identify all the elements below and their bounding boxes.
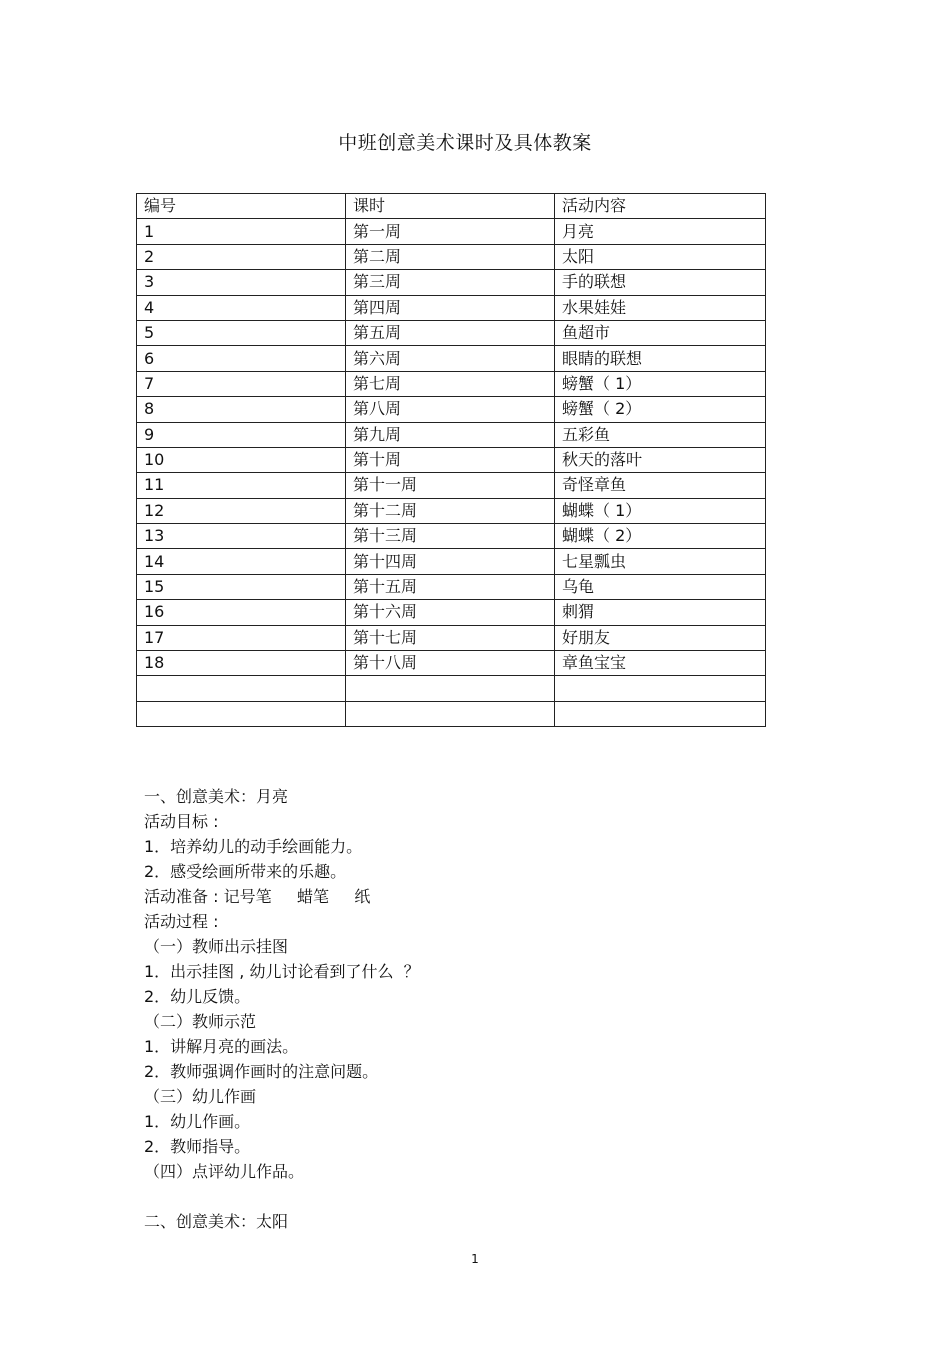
step-title: （三）幼儿作画 bbox=[144, 1087, 257, 1106]
cell-activity: 乌龟 bbox=[555, 574, 766, 599]
cell-week: 第六周 bbox=[346, 346, 555, 371]
cell-week: 第七周 bbox=[346, 371, 555, 396]
cell-activity: 眼睛的联想 bbox=[555, 346, 766, 371]
cell-number: 12 bbox=[137, 498, 346, 523]
step-item: 2．教师强调作画时的注意问题。 bbox=[144, 1062, 379, 1081]
cell-number: 16 bbox=[137, 600, 346, 625]
table-header-row bbox=[137, 194, 766, 219]
schedule-table bbox=[136, 193, 766, 727]
cell-activity: 奇怪章鱼 bbox=[555, 473, 766, 498]
cell-week bbox=[346, 701, 555, 726]
header-week: 课时 bbox=[346, 194, 555, 219]
table-row bbox=[137, 447, 766, 472]
table-row bbox=[137, 574, 766, 599]
step-item: 1．出示挂图 , 幼儿讨论看到了什么 ？ bbox=[144, 962, 420, 981]
cell-number: 8 bbox=[137, 397, 346, 422]
cell-activity: 手的联想 bbox=[555, 270, 766, 295]
cell-number: 11 bbox=[137, 473, 346, 498]
cell-week: 第二周 bbox=[346, 244, 555, 269]
table-row bbox=[137, 422, 766, 447]
cell-week: 第十周 bbox=[346, 447, 555, 472]
cell-activity: 蝴蝶（ 1） bbox=[555, 498, 766, 523]
cell-activity: 好朋友 bbox=[555, 625, 766, 650]
cell-number: 1 bbox=[137, 219, 346, 244]
cell-week: 第十二周 bbox=[346, 498, 555, 523]
cell-number: 2 bbox=[137, 244, 346, 269]
lesson-heading: 二、创意美术：太阳 bbox=[144, 1212, 289, 1231]
cell-week: 第十八周 bbox=[346, 651, 555, 676]
cell-number bbox=[137, 676, 346, 701]
table-row bbox=[137, 219, 766, 244]
table-row bbox=[137, 651, 766, 676]
cell-number: 14 bbox=[137, 549, 346, 574]
cell-activity: 秋天的落叶 bbox=[555, 447, 766, 472]
cell-number bbox=[137, 701, 346, 726]
step-title: （二）教师示范 bbox=[144, 1012, 257, 1031]
cell-week: 第十七周 bbox=[346, 625, 555, 650]
cell-week: 第十三周 bbox=[346, 524, 555, 549]
schedule-table-body bbox=[137, 194, 766, 727]
cell-week: 第一周 bbox=[346, 219, 555, 244]
table-row bbox=[137, 524, 766, 549]
cell-number: 4 bbox=[137, 295, 346, 320]
cell-week: 第八周 bbox=[346, 397, 555, 422]
cell-activity: 七星瓢虫 bbox=[555, 549, 766, 574]
cell-number: 18 bbox=[137, 651, 346, 676]
cell-week: 第五周 bbox=[346, 320, 555, 345]
paragraph-gap bbox=[144, 1184, 844, 1209]
cell-number: 13 bbox=[137, 524, 346, 549]
cell-activity: 蝴蝶（ 2） bbox=[555, 524, 766, 549]
table-row bbox=[137, 295, 766, 320]
step-item: 1．讲解月亮的画法。 bbox=[144, 1037, 299, 1056]
cell-week: 第十四周 bbox=[346, 549, 555, 574]
goal-item: 2．感受绘画所带来的乐趣。 bbox=[144, 862, 347, 881]
goal-item: 1．培养幼儿的动手绘画能力。 bbox=[144, 837, 363, 856]
cell-week: 第九周 bbox=[346, 422, 555, 447]
cell-number: 5 bbox=[137, 320, 346, 345]
step-item: 1．幼儿作画。 bbox=[144, 1112, 251, 1131]
step-item: 2．教师指导。 bbox=[144, 1137, 251, 1156]
cell-activity: 太阳 bbox=[555, 244, 766, 269]
cell-week: 第十五周 bbox=[346, 574, 555, 599]
table-row bbox=[137, 498, 766, 523]
table-row bbox=[137, 549, 766, 574]
step-title: （四）点评幼儿作品。 bbox=[144, 1162, 305, 1181]
table-row bbox=[137, 320, 766, 345]
cell-week: 第三周 bbox=[346, 270, 555, 295]
cell-number: 17 bbox=[137, 625, 346, 650]
goals-label: 活动目标 : bbox=[144, 812, 219, 831]
table-row bbox=[137, 600, 766, 625]
cell-activity: 鱼超市 bbox=[555, 320, 766, 345]
step-title: （一）教师出示挂图 bbox=[144, 937, 289, 956]
cell-activity: 水果娃娃 bbox=[555, 295, 766, 320]
header-number: 编号 bbox=[137, 194, 346, 219]
table-row bbox=[137, 397, 766, 422]
cell-number: 6 bbox=[137, 346, 346, 371]
cell-number: 3 bbox=[137, 270, 346, 295]
lesson-plan-1 bbox=[144, 784, 844, 1234]
cell-activity: 螃蟹（ 1） bbox=[555, 371, 766, 396]
table-row bbox=[137, 625, 766, 650]
cell-activity: 月亮 bbox=[555, 219, 766, 244]
cell-activity: 五彩鱼 bbox=[555, 422, 766, 447]
cell-activity: 刺猬 bbox=[555, 600, 766, 625]
cell-number: 10 bbox=[137, 447, 346, 472]
cell-activity: 螃蟹（ 2） bbox=[555, 397, 766, 422]
cell-activity bbox=[555, 676, 766, 701]
preparation-line: 活动准备 : 记号笔 蜡笔 纸 bbox=[144, 887, 371, 906]
table-row bbox=[137, 701, 766, 726]
cell-week: 第十六周 bbox=[346, 600, 555, 625]
lesson-heading: 一、创意美术：月亮 bbox=[144, 787, 289, 806]
cell-week: 第十一周 bbox=[346, 473, 555, 498]
header-activity: 活动内容 bbox=[555, 194, 766, 219]
table-row bbox=[137, 676, 766, 701]
cell-number: 15 bbox=[137, 574, 346, 599]
page-number: 1 bbox=[471, 1252, 479, 1266]
cell-week: 第四周 bbox=[346, 295, 555, 320]
cell-activity bbox=[555, 701, 766, 726]
table-row bbox=[137, 473, 766, 498]
table-row bbox=[137, 371, 766, 396]
cell-number: 9 bbox=[137, 422, 346, 447]
process-label: 活动过程 : bbox=[144, 912, 219, 931]
cell-week bbox=[346, 676, 555, 701]
cell-activity: 章鱼宝宝 bbox=[555, 651, 766, 676]
table-row bbox=[137, 244, 766, 269]
step-item: 2．幼儿反馈。 bbox=[144, 987, 251, 1006]
document-title: 中班创意美术课时及具体教案 bbox=[338, 132, 592, 154]
table-row bbox=[137, 346, 766, 371]
cell-number: 7 bbox=[137, 371, 346, 396]
table-row bbox=[137, 270, 766, 295]
